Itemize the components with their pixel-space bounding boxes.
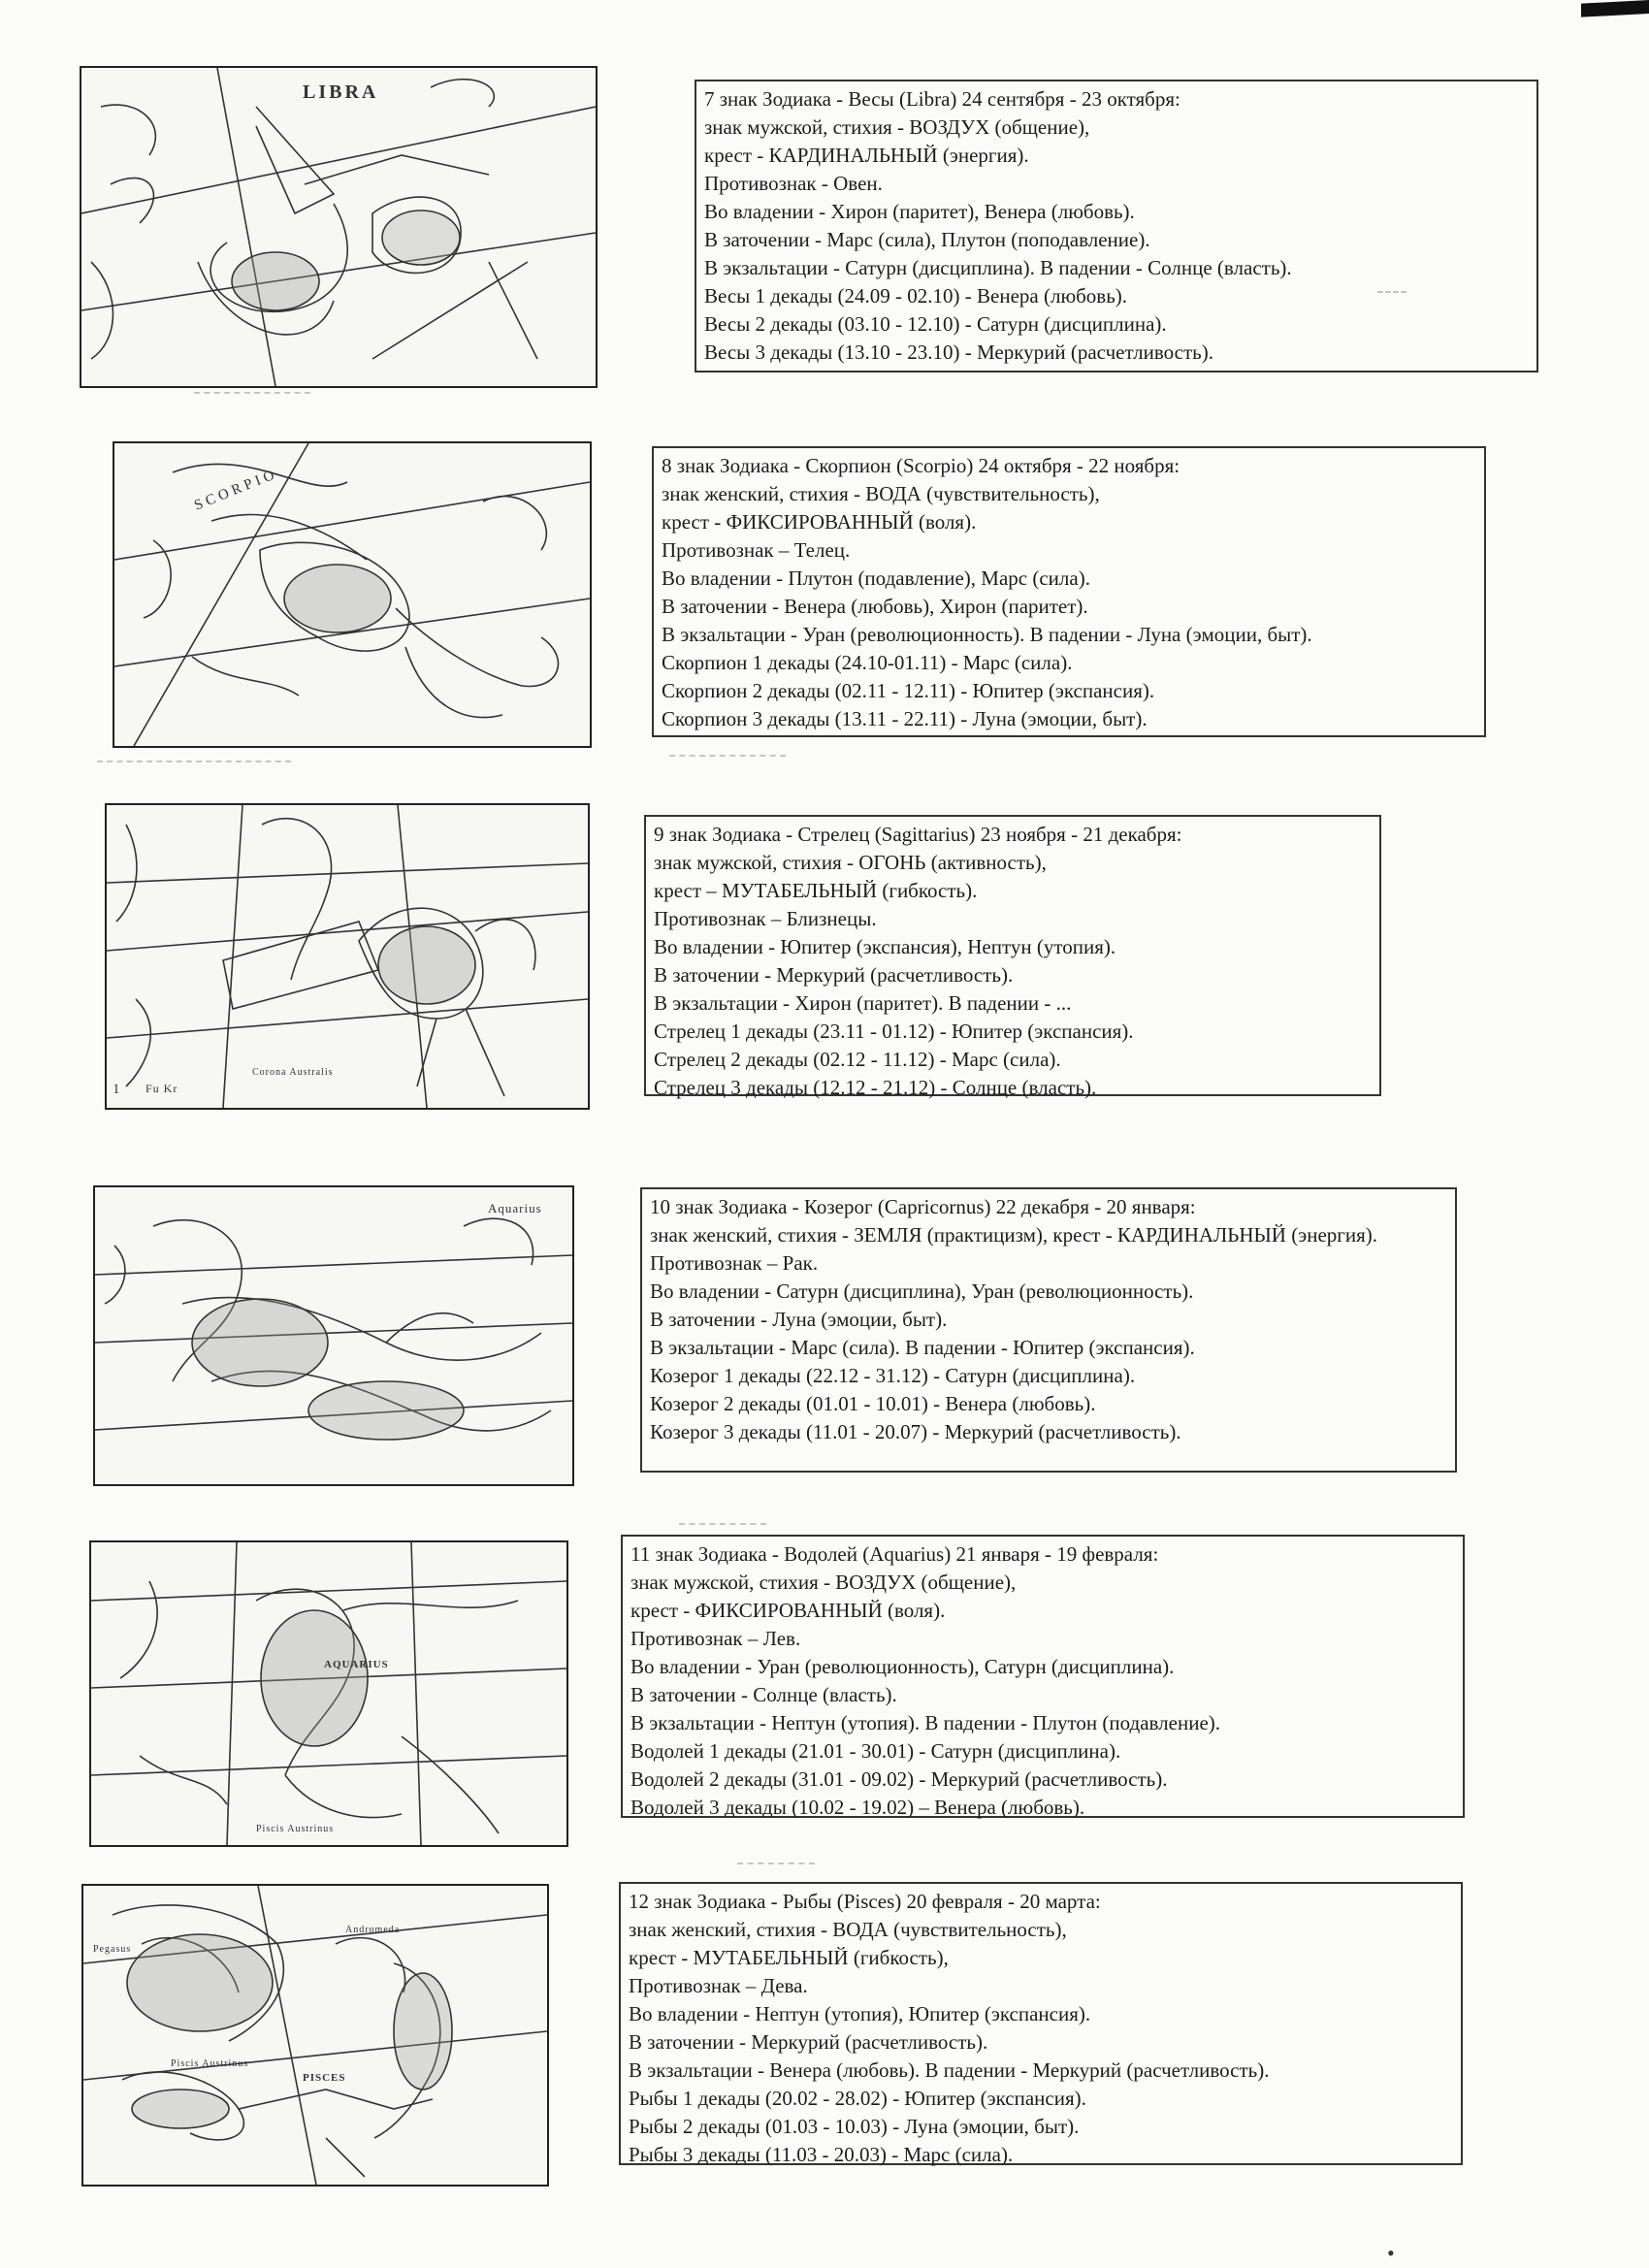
pisces-line: Рыбы 1 декады (20.02 - 28.02) - Юпитер (экспансия).: [629, 2087, 1086, 2110]
pisces-title: 12 знак Зодиака - Рыбы (Pisces) 20 февраля - 20 марта:: [629, 1890, 1101, 1913]
aquarius-line: крест - ФИКСИРОВАННЫЙ (воля).: [630, 1599, 946, 1622]
libra-title: 7 знак Зодиака - Весы (Libra) 24 сентября - 23 октября:: [704, 87, 1180, 111]
scorpio-line: Противознак – Телец.: [662, 538, 851, 562]
scorpio-constellation-map: [113, 441, 592, 748]
scorpio-line: Скорпион 2 декады (02.11 - 12.11) - Юпитер (экспансия).: [662, 679, 1155, 702]
aquarius-constellation-map: [89, 1540, 568, 1847]
scorpio-map-drawing: [114, 443, 590, 746]
sagittarius-line: Стрелец 3 декады (12.12 - 21.12) - Солнце (власть).: [654, 1076, 1097, 1099]
sagittarius-line: знак мужской, стихия - ОГОНЬ (активность),: [654, 851, 1047, 874]
aquarius-line: Водолей 3 декады (10.02 - 19.02) – Венера (любовь).: [630, 1796, 1085, 1819]
sagittarius-map-drawing: [107, 805, 588, 1108]
pisces-line: В экзальтации - Венера (любовь). В падении - Меркурий (расчетливость).: [629, 2058, 1270, 2082]
aquarius-map-label: AQUARIUS: [324, 1659, 389, 1670]
separator-line: [737, 1863, 815, 1866]
pisces-text-box: [619, 1882, 1463, 2165]
libra-constellation-map: [80, 66, 598, 388]
aquarius-map-label-piscis: Piscis Austrinus: [256, 1824, 335, 1834]
scan-speck: •: [1387, 2241, 1395, 2265]
pisces-line: крест - МУТАБЕЛЬНЫЙ (гибкость),: [629, 1946, 949, 1969]
scorpio-line: Скорпион 1 декады (24.10-01.11) - Марс (сила).: [662, 651, 1073, 674]
aquarius-line: Водолей 1 декады (21.01 - 30.01) - Сатурн (дисциплина).: [630, 1739, 1121, 1763]
scorpio-line: знак женский, стихия - ВОДА (чувствительность),: [662, 482, 1100, 505]
sagittarius-title: 9 знак Зодиака - Стрелец (Sagittarius) 23 ноября - 21 декабря:: [654, 823, 1182, 846]
sagittarius-text-box: [644, 815, 1381, 1099]
sagittarius-map-label-number: 1: [113, 1082, 121, 1097]
separator-line: [194, 392, 310, 396]
separator-line: [97, 761, 291, 764]
pisces-line: Противознак – Дева.: [629, 1974, 808, 1997]
aquarius-line: В заточении - Солнце (власть).: [630, 1683, 897, 1706]
libra-line: В заточении - Марс (сила), Плутон (поподавление).: [704, 228, 1150, 251]
libra-line: крест - КАРДИНАЛЬНЫЙ (энергия).: [704, 144, 1029, 167]
scorpio-line: Скорпион 3 декады (13.11 - 22.11) - Луна (эмоции, быт).: [662, 707, 1148, 730]
libra-map-drawing: [81, 68, 596, 386]
libra-line: Противознак - Овен.: [704, 172, 883, 195]
aquarius-line: знак мужской, стихия - ВОЗДУХ (общение),: [630, 1571, 1017, 1594]
capricornus-line: Противознак – Рак.: [650, 1251, 819, 1275]
capricornus-constellation-map: [93, 1185, 574, 1486]
libra-line: знак мужской, стихия - ВОЗДУХ (общение),: [704, 115, 1090, 139]
libra-text-box: [695, 80, 1538, 373]
sagittarius-line: крест – МУТАБЕЛЬНЫЙ (гибкость).: [654, 879, 978, 902]
capricornus-line: Козерог 3 декады (11.01 - 20.07) - Меркурий (расчетливость).: [650, 1420, 1181, 1443]
sagittarius-map-label-corona: Corona Australis: [252, 1067, 334, 1078]
pisces-map-label: PISCES: [303, 2072, 346, 2084]
sagittarius-line: В экзальтации - Хирон (паритет). В падении - ...: [654, 991, 1072, 1015]
sagittarius-line: В заточении - Меркурий (расчетливость).: [654, 963, 1014, 987]
sagittarius-line: Во владении - Юпитер (экспансия), Нептун (утопия).: [654, 935, 1116, 958]
capricornus-line: В экзальтации - Марс (сила). В падении - Юпитер (экспансия).: [650, 1336, 1195, 1359]
scorpio-line: В экзальтации - Уран (революционность). В падении - Луна (эмоции, быт).: [662, 623, 1312, 646]
scorpio-title: 8 знак Зодиака - Скорпион (Scorpio) 24 октября - 22 ноября:: [662, 454, 1180, 477]
separator-line: [669, 755, 786, 759]
capricornus-line: В заточении - Луна (эмоции, быт).: [650, 1308, 948, 1331]
scorpio-text-box: [652, 446, 1486, 737]
sagittarius-constellation-map: [105, 803, 590, 1110]
libra-line: Весы 2 декады (03.10 - 12.10) - Сатурн (дисциплина).: [704, 312, 1167, 336]
pisces-map-label-piscis: Piscis Austrinus: [171, 2058, 249, 2069]
aquarius-text-box: [621, 1535, 1465, 1818]
capricornus-line: Козерог 2 декады (01.01 - 10.01) - Венера (любовь).: [650, 1392, 1096, 1415]
capricornus-line: Во владении - Сатурн (дисциплина), Уран (революционность).: [650, 1280, 1194, 1303]
capricornus-line: знак женский, стихия - ЗЕМЛЯ (практицизм), крест - КАРДИНАЛЬНЫЙ (энергия).: [650, 1223, 1378, 1247]
sagittarius-map-label-credit: Fu Kr: [146, 1082, 178, 1095]
sagittarius-line: Стрелец 2 декады (02.12 - 11.12) - Марс (сила).: [654, 1048, 1061, 1071]
aquarius-map-drawing: [91, 1542, 566, 1845]
capricornus-map-drawing: [95, 1187, 572, 1484]
libra-line: Весы 3 декады (13.10 - 23.10) - Меркурий (расчетливость).: [704, 340, 1213, 364]
aquarius-line: Во владении - Уран (революционность), Сатурн (дисциплина).: [630, 1655, 1175, 1678]
separator-line: [1377, 291, 1406, 295]
pisces-line: знак женский, стихия - ВОДА (чувствительность),: [629, 1918, 1067, 1941]
capricornus-text-box: [640, 1187, 1457, 1473]
pisces-map-label-andromeda: Andromeda: [345, 1925, 401, 1935]
scan-corner-mark: [1581, 0, 1649, 17]
libra-map-label: LIBRA: [303, 81, 379, 103]
pisces-line: Во владении - Нептун (утопия), Юпитер (экспансия).: [629, 2002, 1091, 2025]
libra-line: Весы 1 декады (24.09 - 02.10) - Венера (любовь).: [704, 284, 1128, 308]
separator-line: [679, 1523, 766, 1527]
capricornus-line: Козерог 1 декады (22.12 - 31.12) - Сатурн (дисциплина).: [650, 1364, 1136, 1387]
scorpio-line: крест - ФИКСИРОВАННЫЙ (воля).: [662, 510, 977, 534]
pisces-map-label-pegasus: Pegasus: [93, 1944, 132, 1955]
aquarius-line: В экзальтации - Нептун (утопия). В падении - Плутон (подавление).: [630, 1711, 1221, 1734]
scorpio-line: Во владении - Плутон (подавление), Марс (сила).: [662, 567, 1090, 590]
scorpio-map-label: SCORPIO: [192, 466, 280, 514]
pisces-map-drawing: [83, 1886, 547, 2185]
scorpio-line: В заточении - Венера (любовь), Хирон (паритет).: [662, 595, 1088, 618]
pisces-line: В заточении - Меркурий (расчетливость).: [629, 2030, 988, 2054]
pisces-line: Рыбы 3 декады (11.03 - 20.03) - Марс (сила).: [629, 2143, 1014, 2166]
capricornus-map-label: Aquarius: [488, 1201, 542, 1215]
sagittarius-line: Противознак – Близнецы.: [654, 907, 877, 930]
capricornus-title: 10 знак Зодиака - Козерог (Capricornus) 22 декабря - 20 января:: [650, 1195, 1196, 1218]
libra-line: В экзальтации - Сатурн (дисциплина). В падении - Солнце (власть).: [704, 256, 1292, 279]
sagittarius-line: Стрелец 1 декады (23.11 - 01.12) - Юпитер (экспансия).: [654, 1020, 1134, 1043]
libra-line: Во владении - Хирон (паритет), Венера (любовь).: [704, 200, 1135, 223]
aquarius-title: 11 знак Зодиака - Водолей (Aquarius) 21 января - 19 февраля:: [630, 1542, 1159, 1566]
pisces-line: Рыбы 2 декады (01.03 - 10.03) - Луна (эмоции, быт).: [629, 2115, 1080, 2138]
pisces-constellation-map: [81, 1884, 549, 2187]
aquarius-line: Противознак – Лев.: [630, 1627, 801, 1650]
aquarius-line: Водолей 2 декады (31.01 - 09.02) - Меркурий (расчетливость).: [630, 1767, 1168, 1791]
